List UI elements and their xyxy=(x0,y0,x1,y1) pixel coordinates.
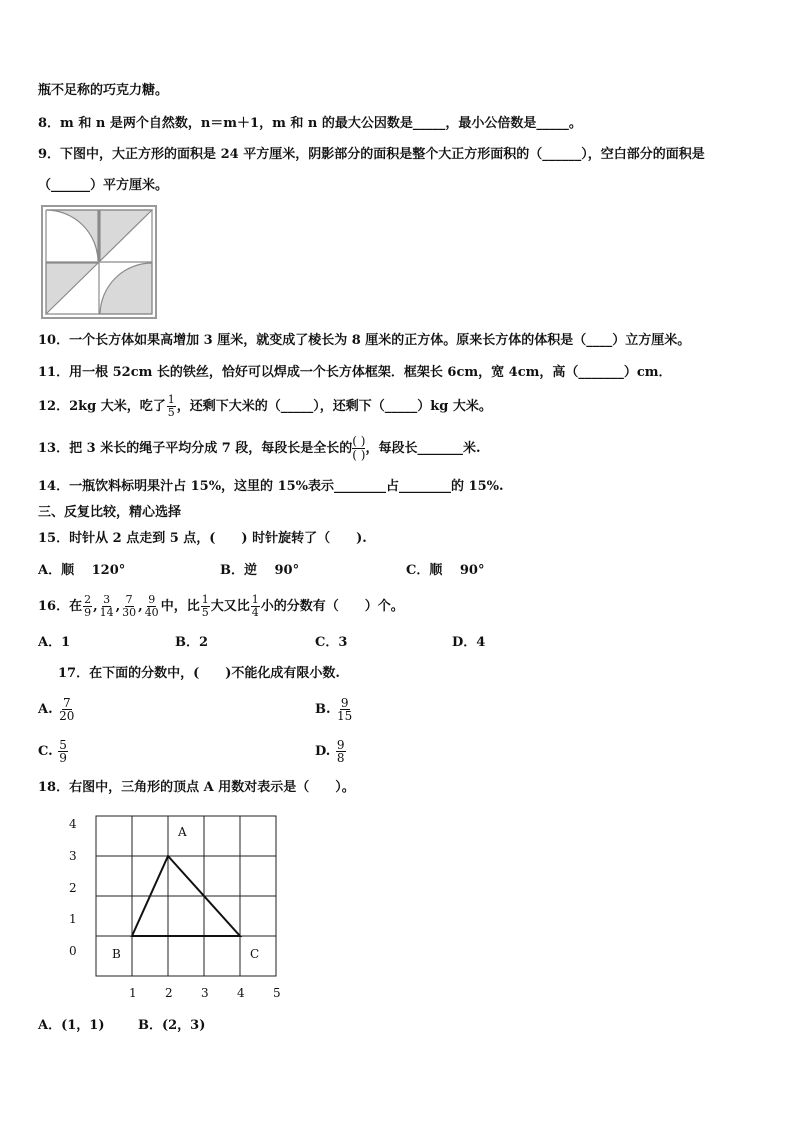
q17-option-c: C. $\frac{5}{9}$ xyxy=(38,738,67,765)
q13-pre: 13．把 3 米长的绳子平均分成 7 段，每段长是全长的 xyxy=(38,441,353,456)
fraction: $\frac{3}{14}$ xyxy=(99,593,114,619)
question-13 xyxy=(38,434,481,464)
q16-mid2: 大又比 xyxy=(210,599,250,614)
question-14: 14．一瓶饮料标明果汁占 15%，这里的 15%表示________占________的 15%. xyxy=(38,479,504,494)
question-9-line2: （______）平方厘米。 xyxy=(38,178,169,193)
y-label-3: 3 xyxy=(69,849,77,863)
q18-coordinate-grid xyxy=(60,808,300,1008)
question-10: 10．一个长方体如果高增加 3 厘米，就变成了棱长为 8 厘米的正方体。原来长方体的体积是（____）立方厘米。 xyxy=(38,333,691,348)
fraction: $\frac{1}{4}$ xyxy=(251,593,259,619)
fraction: $\frac{1}{5}$ xyxy=(201,593,209,619)
y-label-2: 2 xyxy=(69,881,77,895)
x-label-4: 4 xyxy=(237,986,245,1000)
fraction: $\frac{2}{9}$ xyxy=(84,593,92,619)
q9-square-figure xyxy=(38,203,160,321)
question-11: 11．用一根 52cm 长的铁丝，恰好可以焊成一个长方体框架．框架长 6cm，宽 4cm，高（_______）cm． xyxy=(38,365,672,380)
q13-post: ，每段长_______米. xyxy=(365,441,481,456)
question-9-line1: 9．下图中，大正方形的面积是 24 平方厘米，阴影部分的面积是整个大正方形面积的（______），空白部分的面积是 xyxy=(38,147,705,162)
q16-option-d: D．4 xyxy=(452,635,486,650)
q16-option-b: B．2 xyxy=(175,635,209,650)
q12-pre: 12．2kg 大米，吃了 xyxy=(38,399,166,414)
y-label-1: 1 xyxy=(69,912,77,926)
q16-pre: 16．在 xyxy=(38,599,83,614)
question-8: 8．m 和 n 是两个自然数，n＝m＋1，m 和 n 的最大公因数是_____，最小公倍数是_____。 xyxy=(38,116,582,131)
point-b-label: B xyxy=(112,947,121,961)
q16-option-c: C．3 xyxy=(315,635,348,650)
point-c-label: C xyxy=(250,947,260,961)
question-16: 16．在 $\frac{2}{9}$ , $\frac{3}{14}$ , $\frac{7}{30}$ , $\frac{9}{40}$ 中，比 $\frac{1}{5}$ 大又比 $\frac{1}{4}$ 小的分数有（ ）个。 xyxy=(38,593,404,619)
q18-option-b: B．(2，3) xyxy=(138,1018,206,1033)
fraction: $\frac{7}{30}$ xyxy=(122,593,137,619)
q15-option-a: A．顺 120° xyxy=(38,563,126,578)
x-label-3: 3 xyxy=(201,986,209,1000)
fraction: $\frac{1}{5}$ xyxy=(167,393,175,419)
point-a-label: A xyxy=(178,825,187,839)
question-17: 17．在下面的分数中，( )不能化成有限小数. xyxy=(58,666,340,681)
q15-option-c: C．顺 90° xyxy=(406,563,485,578)
y-label-4: 4 xyxy=(69,817,77,831)
q17-option-a: A. $\frac{7}{20}$ xyxy=(38,696,75,723)
q17-option-d: D. $\frac{9}{8}$ xyxy=(315,738,345,765)
question-15: 15．时针从 2 点走到 5 点，( ) 时针旋转了（ ). xyxy=(38,531,367,546)
q16-post: 小的分数有（ ）个。 xyxy=(260,599,404,614)
q12-post: ，还剩下大米的（_____），还剩下（_____）kg 大米。 xyxy=(176,399,492,414)
x-label-5: 5 xyxy=(273,986,281,1000)
q16-mid1: 中，比 xyxy=(160,599,200,614)
q17-option-b: B. $\frac{9}{15}$ xyxy=(315,696,353,723)
blank-fraction: ( ) ( ) xyxy=(352,434,366,462)
y-label-0: 0 xyxy=(69,944,77,958)
question-12 xyxy=(38,392,492,422)
x-label-2: 2 xyxy=(165,986,173,1000)
q16-option-a: A．1 xyxy=(38,635,71,650)
section-heading: 三、反复比较，精心选择 xyxy=(38,505,182,520)
question-18: 18．右图中，三角形的顶点 A 用数对表示是（ ）。 xyxy=(38,780,355,795)
fraction: $\frac{9}{40}$ xyxy=(144,593,159,619)
previous-question-tail: 瓶不足称的巧克力糖。 xyxy=(38,83,169,98)
x-label-1: 1 xyxy=(129,986,137,1000)
q18-option-a: A．(1，1) xyxy=(38,1018,105,1033)
q15-option-b: B．逆 90° xyxy=(220,563,300,578)
